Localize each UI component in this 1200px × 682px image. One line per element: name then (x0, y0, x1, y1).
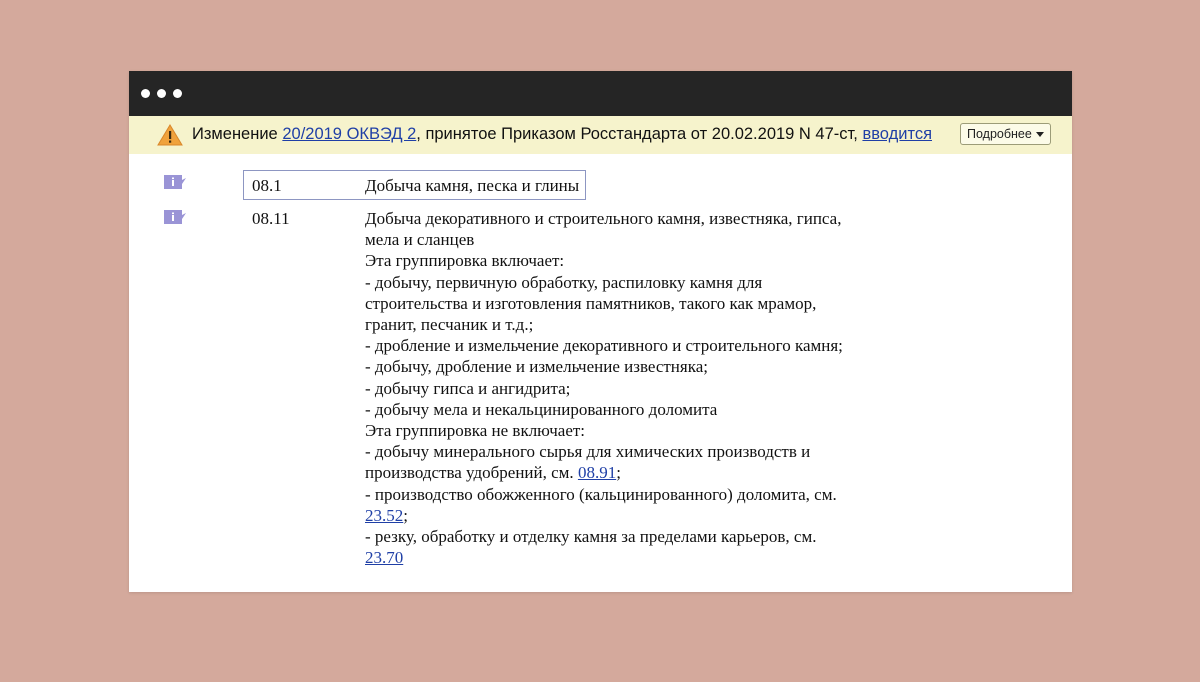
desc-line-ref: производства удобрений, см. 08.91; (365, 463, 621, 483)
section-row-08-1[interactable] (243, 170, 586, 200)
desc-line: - производство обожженного (кальцинированного) доломита, см. (365, 484, 837, 504)
change-notice-bar (129, 116, 1072, 154)
desc-line: мела и сланцев (365, 230, 475, 250)
subsection-description (365, 208, 885, 568)
notice-middle: , принятое Приказом Росстандарта от 20.02.2019 N 47-ст, (416, 125, 858, 143)
desc-line: гранит, песчаник и т.д.; (365, 315, 534, 335)
ref-text: производства удобрений, см. (365, 463, 574, 483)
window-titlebar (129, 71, 1072, 116)
ref-link-08-91[interactable]: 08.91 (577, 463, 617, 483)
more-details-label: Подробнее (967, 127, 1032, 141)
desc-line: Эта группировка включает: (365, 251, 565, 271)
subsection-code: 08.11 (252, 209, 290, 228)
info-comment-icon[interactable] (163, 174, 187, 190)
notice-prefix: Изменение (192, 125, 278, 143)
window-dot-3[interactable] (173, 89, 182, 98)
introduced-link[interactable]: вводится (862, 125, 932, 143)
desc-line: - добычу гипса и ангидрита; (365, 378, 571, 398)
desc-line-ref (365, 547, 885, 568)
desc-line-ref: 23.52; (365, 505, 408, 525)
window-dot-1[interactable] (141, 89, 150, 98)
ref-link-23-52[interactable]: 23.52 (365, 505, 404, 525)
warning-icon (157, 124, 183, 146)
desc-line: - добычу, дробление и измельчение известняка; (365, 357, 708, 377)
more-details-button[interactable] (960, 123, 1051, 145)
desc-line: строительства и изготовления памятников, такого как мрамор, (365, 293, 817, 313)
desc-line: - добычу, первичную обработку, распиловку камня для (365, 272, 763, 292)
notice-text (192, 125, 932, 144)
desc-line: - добычу минерального сырья для химических производств и (365, 442, 811, 462)
info-comment-icon[interactable] (163, 209, 187, 225)
desc-line: - дробление и измельчение декоративного и строительного камня; (365, 336, 843, 356)
chevron-down-icon (1036, 132, 1044, 137)
desc-line: - добычу мела и некальцинированного доломита (365, 399, 718, 419)
desc-line: - резку, обработку и отделку камня за пределами карьеров, см. (365, 527, 817, 547)
document-window (129, 71, 1072, 592)
window-dot-2[interactable] (157, 89, 166, 98)
ref-link-23-70[interactable]: 23.70 (365, 548, 404, 568)
section-title: Добыча камня, песка и глины (365, 176, 580, 195)
desc-line: Эта группировка не включает: (365, 421, 586, 441)
section-code: 08.1 (252, 176, 282, 195)
desc-line: Добыча декоративного и строительного камня, известняка, гипса, (365, 209, 842, 228)
amendment-link[interactable]: 20/2019 ОКВЭД 2 (282, 125, 417, 143)
